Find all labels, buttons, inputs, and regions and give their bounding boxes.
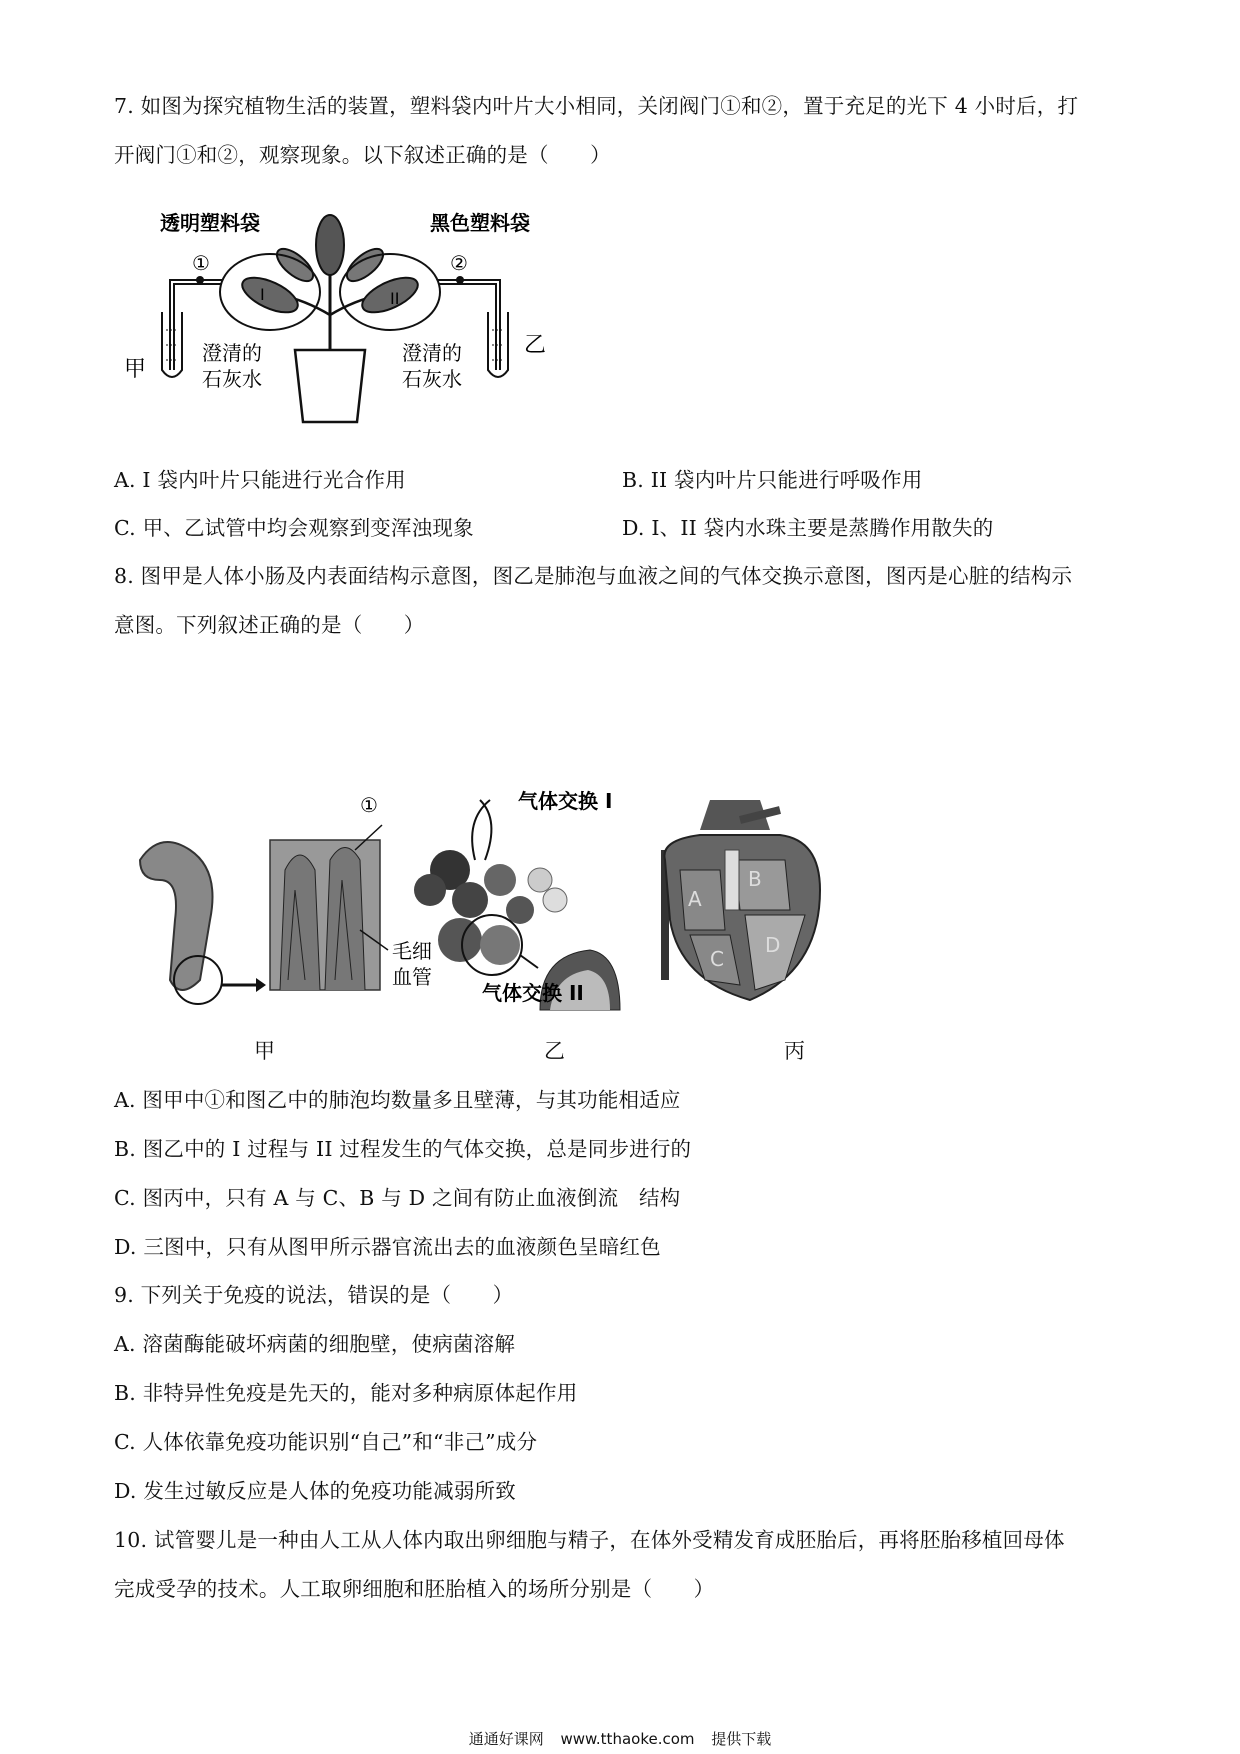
q9-option-c: C. 人体依靠免疫功能识别“自己”和“非己”成分 [114,1430,538,1454]
footer-url-link[interactable]: www.tthaoke.com [560,1730,695,1748]
label-bag-black: 黑色塑料袋 [430,211,530,235]
q9-option-d: D. 发生过敏反应是人体的免疫功能减弱所致 [114,1479,516,1503]
label-heart-a: A [688,887,702,911]
label-lime-right-1: 澄清的 [402,341,462,365]
label-capillary-2: 血管 [392,965,432,989]
label-bag-transparent: 透明塑料袋 [160,211,260,235]
q8-three-figures [120,780,860,1020]
q7-option-a: A. I 袋内叶片只能进行光合作用 [114,468,406,492]
q8-option-a: A. 图甲中①和图乙中的肺泡均数量多且壁薄，与其功能相适应 [114,1088,681,1112]
page-footer [0,1728,1240,1749]
label-tube-jia: 甲 [124,357,147,382]
q7-stem-line2: 开阀门①和②，观察现象。以下叙述正确的是（ ） [114,143,611,167]
label-lime-right-2: 石灰水 [402,367,462,391]
footer-site-name: 通通好课网 [468,1730,544,1748]
q9-stem: 9. 下列关于免疫的说法，错误的是（ ） [114,1283,514,1307]
q7-option-b: B. II 袋内叶片只能进行呼吸作用 [622,468,923,492]
test-tube-right [488,312,508,377]
q7-option-c: C. 甲、乙试管中均会观察到变浑浊现象 [114,516,474,540]
label-marker-1: ① [360,793,378,817]
label-heart-d: D [765,933,781,957]
label-lime-left-1: 澄清的 [202,341,262,365]
q8-stem-line1: 8. 图甲是人体小肠及内表面结构示意图，图乙是肺泡与血液之间的气体交换示意图，图丙是心脏的结构示 [114,564,1073,588]
q8-option-b: B. 图乙中的 I 过程与 II 过程发生的气体交换，总是同步进行的 [114,1137,692,1161]
pot [295,350,365,422]
label-heart-c: C [710,947,724,971]
q8-stem-line2: 意图。下列叙述正确的是（ ） [114,613,425,637]
label-lime-left-2: 石灰水 [202,367,262,391]
q9-option-b: B. 非特异性免疫是先天的，能对多种病原体起作用 [114,1381,578,1405]
alveoli-figure [414,800,620,1010]
q7-plant-apparatus-figure [110,200,570,440]
caption-jia: 甲 [254,1039,275,1063]
label-gas-exchange-1: 气体交换 I [518,789,613,813]
label-tube-yi: 乙 [524,333,547,358]
caption-yi: 乙 [544,1039,565,1063]
label-bag-II: II [390,289,400,308]
q9-option-a: A. 溶菌酶能破坏病菌的细胞壁，使病菌溶解 [114,1332,516,1356]
footer-note: 提供下载 [711,1730,772,1748]
q8-option-c: C. 图丙中，只有 A 与 C、B 与 D 之间有防止血液倒流 结构 [114,1186,681,1210]
label-bag-I: I [260,285,265,304]
label-valve-2: ② [450,251,468,275]
label-capillary-1: 毛细 [392,939,432,963]
caption-bing: 丙 [784,1039,805,1063]
label-heart-b: B [748,867,762,891]
q7-option-d: D. I、II 袋内水珠主要是蒸腾作用散失的 [622,516,994,540]
label-gas-exchange-2: 气体交换 II [482,981,584,1005]
q10-stem-line2: 完成受孕的技术。人工取卵细胞和胚胎植入的场所分别是（ ） [114,1577,715,1601]
q8-option-d: D. 三图中，只有从图甲所示器官流出去的血液颜色呈暗红色 [114,1235,661,1259]
small-intestine-figure [140,825,388,1004]
q7-stem-line1: 7. 如图为探究植物生活的装置，塑料袋内叶片大小相同，关闭阀门①和②，置于充足的光下 4 小时后，打 [114,94,1079,118]
label-valve-1: ① [192,251,210,275]
test-tube-left [162,312,182,377]
q10-stem-line1: 10. 试管婴儿是一种由人工从人体内取出卵细胞与精子，在体外受精发育成胚胎后，再将胚胎移植回母体 [114,1528,1065,1552]
